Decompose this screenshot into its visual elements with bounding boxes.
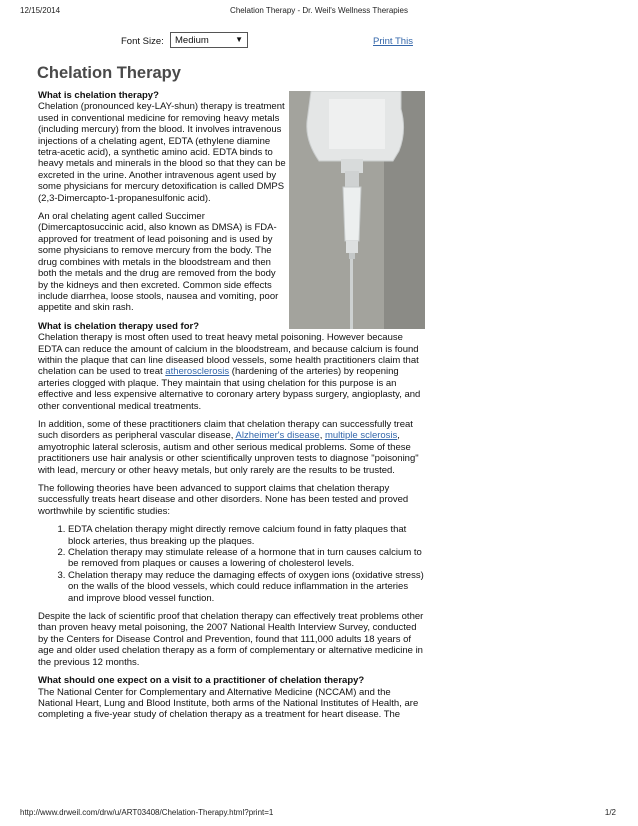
article-body	[38, 90, 426, 728]
list-item: 3. Chelation therapy may reduce the damaging effects of oxygen ions (oxidative stress) on the walls of the blood vessels, which could reduce inflammation in the arteries and improve blood vessel function.	[68, 570, 426, 604]
paragraph-survey: Despite the lack of scientific proof that chelation therapy can effectively treat problems other than proven heavy metal poisoning, the 2007 National Health Interview Survey, conducted by the Centers for Disease Control and Prevention, found that 111,000 adults 18 years of age and older used chelation therapy as a form of complementary or alternative medicine in the previous 12 months.	[38, 611, 424, 668]
article-title: Chelation Therapy	[37, 64, 181, 82]
multiple-sclerosis-link[interactable]: multiple sclerosis	[324, 430, 398, 442]
print-header	[0, 6, 638, 18]
print-footer	[0, 808, 638, 820]
paragraph-theories: The following theories have been advanced to support claims that chelation therapy successfully treats heart disease and other disorders. None has been tested and proved worthwhile by scientific studies:	[38, 483, 409, 517]
list-item: 1. EDTA chelation therapy might directly remove calcium found in fatty plaques that block arteries, thus breaking up the plaques.	[68, 524, 426, 547]
font-size-select[interactable]	[170, 32, 248, 48]
page-url: http://www.drweil.com/drw/u/ART03408/Chelation-Therapy.html?print=1	[20, 808, 274, 817]
paragraph-text: Chelation therapy is most often used to treat heavy metal poisoning. However because EDTA can reduce the amount of calcium in the bloodstream, and because calcium is found within the plaque that can line diseased blood vessels, some health practitioners claim that chelation can be used to treat	[38, 332, 419, 378]
print-this-link[interactable]: Print This	[373, 36, 413, 47]
alzheimers-link[interactable]: Alzheimer's disease	[235, 430, 320, 442]
section-expect	[38, 675, 426, 721]
atherosclerosis-link[interactable]: atherosclerosis	[165, 366, 230, 378]
section-used-for	[38, 321, 426, 412]
theories-list	[38, 524, 426, 604]
section-what-is	[38, 90, 288, 204]
paragraph-oral-agent: An oral chelating agent called Succimer (Dimercaptosuccinic acid, also known as DMSA) is FDA-approved for treatment of lead poisoning and is used by some physicians to remove mercury from the body. The drug combines with metals in the bloodstream and then both the metals and the drug are removed from the body by the kidneys and then excreted. Common side effects include diarrhea, loose stools, nausea and vomiting, poor appetite and skin rash.	[38, 211, 279, 314]
paragraph-claims	[38, 419, 426, 476]
list-item: 2. Chelation therapy may stimulate release of a hormone that in turn causes calcium to be removed from plaques or causes a lowering of cholesterol levels.	[68, 547, 426, 570]
paragraph: The National Center for Complementary and Alternative Medicine (NCCAM) and the National Heart, Lung and Blood Institute, both arms of the National Institutes of Health, are completing a five-year study of chelation therapy as a treatment for heart disease. The	[38, 686, 419, 721]
paragraph-text: (hardening of the arteries) by reopening arteries clogged with plaque. They maintain that using chelation for this purpose is an effective and less expensive alternative to coronary artery bypass surgery, angioplasty, and other conventional medical treatments.	[38, 366, 421, 412]
toolbar	[0, 32, 638, 52]
print-page-title: Chelation Therapy - Dr. Weil's Wellness Therapies	[230, 6, 408, 15]
font-size-value: Medium	[175, 35, 209, 46]
question-heading: What is chelation therapy?	[38, 90, 159, 101]
paragraph-text: In addition, some of these practitioners claim that chelation therapy can successfully treat such disorders as peripheral vascular disease,	[38, 418, 413, 442]
page-number: 1/2	[604, 808, 616, 817]
paragraph-text: , amyotrophic lateral sclerosis, autism and other serious medical problems. Some of these practitioners use hair analysis or other scientifically unproven tests to diagnose "poisoning" with lead, mercury or other heavy metals, but only rarely are the results to be trusted.	[38, 430, 419, 476]
separator-text: ,	[319, 430, 325, 442]
paragraph: Chelation (pronounced key-LAY-shun) therapy is treatment used in conventional medicine for removing heavy metals (including mercury) from the blood. It involves intravenous injections of a chelating agent, EDTA (ethylene diamine tetra-acetic acid), a synthetic amino acid. EDTA binds to heavy metals and minerals in the blood so that they can be excreted in the urine. Another intravenous agent used by some physicians for mercury detoxification is called DMPS (2,3-Dimercapto-1-propanesulfonic acid).	[38, 101, 286, 204]
print-date: 12/15/2014	[20, 6, 61, 15]
question-heading: What should one expect on a visit to a practitioner of chelation therapy?	[38, 675, 365, 687]
dropdown-arrow-icon: ▼	[235, 35, 243, 44]
question-heading: What is chelation therapy used for?	[38, 320, 199, 332]
font-size-label: Font Size:	[121, 36, 164, 47]
